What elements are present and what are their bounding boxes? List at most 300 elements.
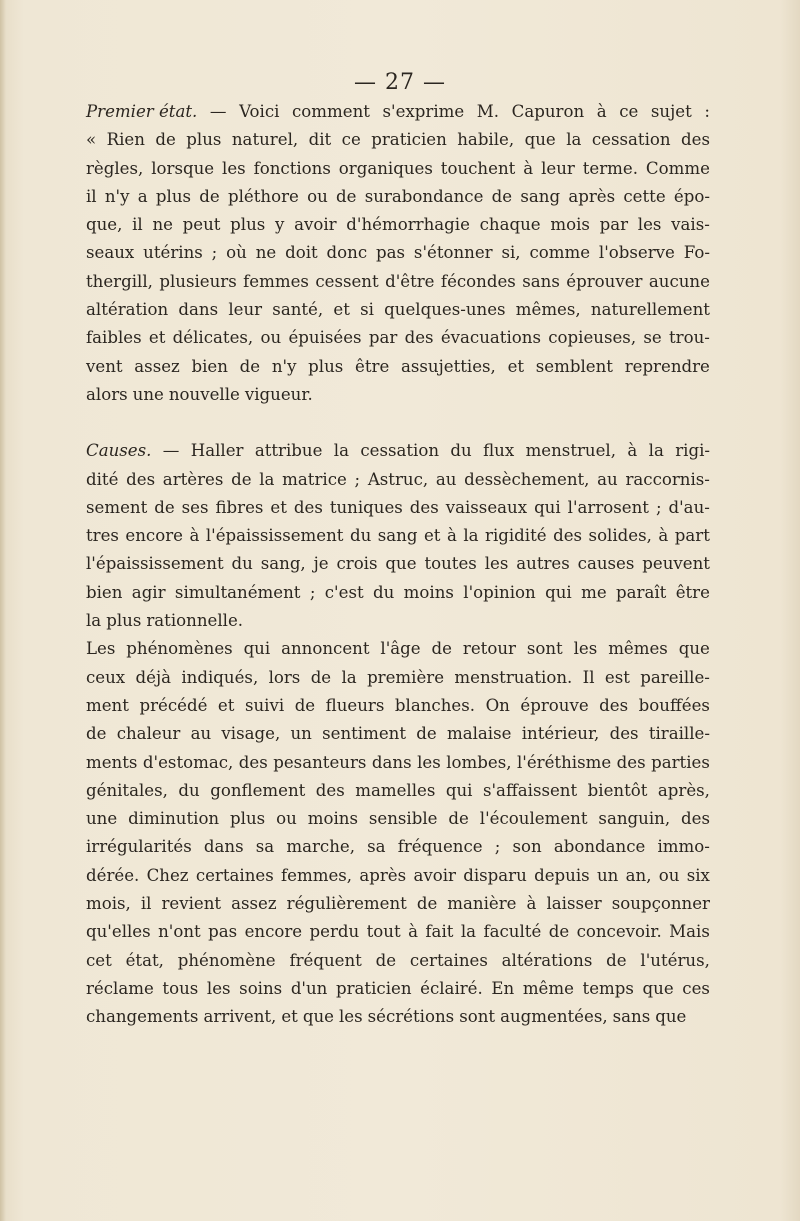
word: les (338, 1007, 363, 1027)
word: première (367, 667, 445, 687)
word: les (637, 215, 662, 235)
word: sujet (650, 102, 692, 121)
word: manière (447, 894, 517, 914)
word: touchent (440, 158, 516, 178)
word: retour (462, 639, 516, 659)
word: vigueur. (244, 384, 313, 404)
word: santé, (272, 300, 324, 320)
word: et (507, 356, 525, 376)
word: flux (483, 441, 515, 461)
word: marche, (286, 837, 355, 857)
word: ce (341, 130, 361, 150)
word: tous (162, 978, 199, 998)
word: cet (86, 950, 112, 970)
word: ou (276, 809, 297, 829)
text-line (86, 353, 710, 381)
word: c'est (324, 582, 364, 602)
word: au (190, 724, 212, 744)
word: naturel, (231, 130, 299, 150)
word: augmentées, (500, 1007, 608, 1027)
word: encore (125, 526, 183, 546)
word: intérieur, (521, 724, 600, 744)
word: faculté (483, 922, 542, 942)
word: rigi- (675, 441, 710, 461)
word: un (290, 724, 312, 744)
word: plus (230, 215, 266, 235)
paragraph-gap (86, 409, 710, 437)
word: d'au- (668, 497, 710, 517)
text-line (86, 833, 710, 861)
word: la (648, 441, 664, 461)
word: de (294, 695, 316, 715)
text-line (86, 720, 710, 748)
word: du (349, 526, 372, 546)
word: être (355, 356, 390, 376)
text-line (86, 155, 710, 183)
word: sang, (260, 554, 306, 574)
text-line (86, 126, 710, 154)
word: de (448, 809, 469, 829)
word: qui (534, 497, 561, 517)
word: et (333, 300, 350, 320)
word: part (674, 526, 710, 546)
word: flueurs (325, 695, 385, 715)
word: de (416, 894, 438, 914)
word: d'être (385, 271, 435, 291)
word: ; (494, 837, 501, 857)
word: semblent (535, 356, 613, 376)
word: blanches. (394, 695, 476, 715)
word: agir (131, 582, 166, 602)
word: délicates, (172, 328, 254, 348)
text-line (86, 664, 710, 692)
word: comment (292, 102, 370, 121)
word: leur (228, 300, 263, 320)
word: du (372, 582, 395, 602)
word: et (423, 526, 441, 546)
word: sa (367, 837, 386, 857)
word: bientôt (587, 780, 648, 800)
text-line (86, 635, 710, 663)
word: ne (255, 243, 277, 263)
word: seaux (86, 243, 135, 263)
word: que (385, 554, 417, 574)
word: pesanteurs (273, 752, 367, 772)
text-line (86, 1003, 710, 1031)
word: au (597, 469, 618, 489)
text-line (86, 296, 710, 324)
word: que (655, 1007, 687, 1027)
word: crois (336, 554, 378, 574)
word: bien (86, 582, 123, 602)
word: visage, (221, 724, 281, 744)
word: fonctions (253, 158, 331, 178)
word: comme (529, 243, 591, 263)
word: la (463, 526, 479, 546)
word: avoir (294, 215, 337, 235)
text-line (86, 324, 710, 352)
word: par (599, 215, 629, 235)
word: état, (125, 950, 164, 970)
word: certaines (409, 950, 488, 970)
word: s'exprime (382, 102, 465, 121)
word: surabondance (364, 186, 484, 206)
word: les (222, 158, 246, 178)
word: des (616, 752, 646, 772)
word: peut (182, 215, 221, 235)
word: régulièrement (286, 894, 407, 914)
word: arrivent, (203, 1007, 277, 1027)
word: leur (541, 158, 575, 178)
word: quelques-unes (384, 300, 506, 320)
word: que (302, 1007, 334, 1027)
text-line (86, 239, 710, 267)
word: dérée. (86, 865, 140, 885)
word: une (132, 384, 164, 404)
word: laisser (546, 894, 602, 914)
word: au (435, 469, 457, 489)
text-line (86, 918, 710, 946)
word: plus (106, 611, 142, 631)
word: ment (86, 695, 129, 715)
word: de (239, 356, 261, 376)
word: une (86, 809, 118, 829)
text-line (86, 862, 710, 890)
word: — (162, 441, 180, 461)
word: et (217, 695, 235, 715)
word: se (643, 328, 662, 348)
word: soins (239, 978, 283, 998)
word: l'arrosent (567, 497, 649, 517)
word: cessation (360, 441, 440, 461)
word: son (512, 837, 542, 857)
word: à (596, 102, 607, 121)
word: il (86, 186, 97, 206)
paragraph-phenomenes (86, 635, 710, 1031)
word: suivi (244, 695, 285, 715)
word: s'étonner (413, 243, 493, 263)
word: paraît (616, 582, 667, 602)
word: abondance (553, 837, 646, 857)
word: dit (308, 130, 332, 150)
word: pas (376, 243, 406, 263)
word: gonflement (210, 780, 306, 800)
word: autres (516, 554, 570, 574)
word: En (491, 978, 515, 998)
word: de (231, 469, 252, 489)
word: dans (371, 752, 412, 772)
word: cessation (591, 130, 671, 150)
word: du (231, 554, 253, 574)
word: de (375, 950, 397, 970)
word: Voici (239, 102, 280, 121)
page-number: — 27 — (354, 70, 446, 95)
word: malaise (446, 724, 512, 744)
word: des (126, 469, 156, 489)
word: qui (545, 582, 572, 602)
word: fréquence (397, 837, 483, 857)
word: terme. (582, 158, 638, 178)
word: irrégularités (86, 837, 192, 857)
word: solides, (588, 526, 652, 546)
word: des (599, 695, 629, 715)
word: l'observe (598, 243, 675, 263)
word: n'y (271, 356, 297, 376)
word: de (154, 497, 175, 517)
word: mêmes (608, 639, 668, 659)
word: de (199, 186, 220, 206)
word: fréquent (289, 950, 362, 970)
word: Capuron (511, 102, 585, 121)
word: phénomènes (126, 639, 233, 659)
word: des (681, 130, 710, 150)
word: soupçonner (611, 894, 710, 914)
word: des (404, 328, 434, 348)
word: éprouver (566, 271, 643, 291)
word: simultanément (174, 582, 301, 602)
text-line (86, 607, 710, 635)
word: d'hémorrhagie (346, 215, 470, 235)
word: organiques (338, 158, 433, 178)
word: Fo- (683, 243, 710, 263)
word: donc (326, 243, 368, 263)
word: attribue (254, 441, 323, 461)
word: tres (86, 526, 119, 546)
word: à (523, 158, 534, 178)
word: des (553, 526, 583, 546)
word: plus (186, 130, 222, 150)
word: l'écoulement (479, 809, 588, 829)
word: de (416, 724, 437, 744)
word: Mais (669, 922, 710, 942)
word: à (408, 922, 418, 942)
word: praticien (371, 130, 447, 150)
word: lors (268, 667, 301, 687)
word: la (341, 667, 357, 687)
section-heading: Premier état. (86, 102, 198, 121)
word: assujetties, (401, 356, 496, 376)
word: Chez (146, 865, 189, 885)
word: de (310, 667, 332, 687)
word: trou- (669, 328, 710, 348)
text-line (86, 437, 710, 465)
word: les (573, 639, 598, 659)
word: phénomène (177, 950, 276, 970)
word: mêmes, (515, 300, 581, 320)
paragraph-premier-etat (86, 98, 710, 409)
word: où (226, 243, 247, 263)
word: un (596, 865, 619, 885)
word: des (409, 497, 439, 517)
word: ; (211, 243, 218, 263)
word: altération (86, 300, 169, 320)
word: déjà (135, 667, 172, 687)
word: qu'elles (86, 922, 151, 942)
word: praticien (335, 978, 412, 998)
word: reprendre (624, 356, 710, 376)
word: sécrétions (367, 1007, 455, 1027)
word: de (431, 639, 452, 659)
word: s'affaissent (482, 780, 578, 800)
word: n'y (104, 186, 130, 206)
word: ne (152, 215, 173, 235)
word: naturellement (590, 300, 710, 320)
word: ; (309, 582, 316, 602)
text-line (86, 890, 710, 918)
word: la (86, 611, 102, 631)
text-line (86, 805, 710, 833)
text-line (86, 268, 710, 296)
word: vent (86, 356, 123, 376)
word: temps (582, 978, 634, 998)
word: que, (86, 215, 123, 235)
word: des (609, 724, 639, 744)
word: cette (623, 186, 666, 206)
word: changements (86, 1007, 199, 1027)
word: lombes, (446, 752, 512, 772)
text-line (86, 466, 710, 494)
word: de (548, 922, 570, 942)
word: même (522, 978, 574, 998)
word: nouvelle (168, 384, 240, 404)
word: indiqués, (181, 667, 259, 687)
binding-edge (0, 0, 6, 1221)
word: M. (476, 102, 500, 121)
word: Astruc, (367, 469, 429, 489)
word: éclairé. (420, 978, 483, 998)
word: sont (526, 639, 563, 659)
word: plus (308, 356, 344, 376)
word: aucune (648, 271, 710, 291)
word: sang (520, 186, 561, 206)
word: depuis (534, 865, 590, 885)
word: femmes, (281, 865, 353, 885)
word: diminution (128, 809, 220, 829)
word: sang (377, 526, 418, 546)
word: si, (501, 243, 521, 263)
word: du (450, 441, 472, 461)
word: Comme (645, 158, 710, 178)
word: après, (657, 780, 710, 800)
word: mois, (86, 894, 131, 914)
word: à (658, 526, 669, 546)
word: de (336, 186, 357, 206)
word: la (566, 130, 582, 150)
word: fibres (215, 497, 264, 517)
word: avoir (413, 865, 456, 885)
word: y (275, 215, 285, 235)
word: tout (366, 922, 401, 942)
word: vais- (671, 215, 710, 235)
word: précédé (139, 695, 208, 715)
word: peuvent (642, 554, 710, 574)
word: les (417, 752, 441, 772)
word: dité (86, 469, 119, 489)
word: de (491, 186, 513, 206)
word: tuniques (329, 497, 403, 517)
word: lorsque (151, 158, 215, 178)
word: menstruel, (525, 441, 617, 461)
word: altérations (501, 950, 593, 970)
text-line (86, 749, 710, 777)
text-line (86, 692, 710, 720)
word: utérins (143, 243, 203, 263)
word: à (627, 441, 638, 461)
word: sanguin, (598, 809, 671, 829)
word: et (281, 1007, 298, 1027)
text-line (86, 777, 710, 805)
word: six (686, 865, 710, 885)
word: : (704, 102, 710, 121)
word: assez (231, 894, 277, 914)
word: rigidité (485, 526, 547, 546)
word: l'utérus, (640, 950, 710, 970)
word: artères (162, 469, 224, 489)
word: d'estomac, (142, 752, 234, 772)
word: sans (522, 271, 560, 291)
word: sentiment (322, 724, 407, 744)
word: épo- (673, 186, 710, 206)
word: des (238, 752, 268, 772)
word: mamelles (355, 780, 436, 800)
text-line (86, 579, 710, 607)
word: vaisseaux (445, 497, 528, 517)
word: sensible (368, 809, 438, 829)
word: que (642, 978, 674, 998)
body-text (86, 98, 710, 1032)
word: ; (354, 469, 361, 489)
word: évacuations (440, 328, 541, 348)
word: à (526, 894, 537, 914)
word: à (446, 526, 457, 546)
word: règles, (86, 158, 144, 178)
word: réclame (86, 978, 154, 998)
word: des (293, 497, 323, 517)
text-line (86, 522, 710, 550)
word: des (681, 809, 710, 829)
word: causes (577, 554, 635, 574)
word: si (360, 300, 374, 320)
word: moins (403, 582, 454, 602)
word: thergill, (86, 271, 153, 291)
word: — (209, 102, 227, 121)
word: de (606, 950, 627, 970)
word: sont (459, 1007, 496, 1027)
word: copieuses, (548, 328, 637, 348)
word: ceux (86, 667, 126, 687)
word: revient (161, 894, 222, 914)
word: an, (625, 865, 652, 885)
word: épuisées (288, 328, 362, 348)
word: qui (243, 639, 271, 659)
word: sement (86, 497, 148, 517)
word: il (132, 215, 143, 235)
word: du (178, 780, 200, 800)
word: il (140, 894, 152, 914)
word: éprouve (520, 695, 589, 715)
word: assez (134, 356, 180, 376)
word: bouffées (638, 695, 710, 715)
word: a (137, 186, 148, 206)
word: pléthore (228, 186, 299, 206)
word: alors (86, 384, 128, 404)
text-line (86, 975, 710, 1003)
word: pareille- (640, 667, 710, 687)
word: ses (181, 497, 209, 517)
section-heading: Causes. (86, 441, 152, 461)
word: bien (191, 356, 228, 376)
word: faibles (86, 328, 142, 348)
